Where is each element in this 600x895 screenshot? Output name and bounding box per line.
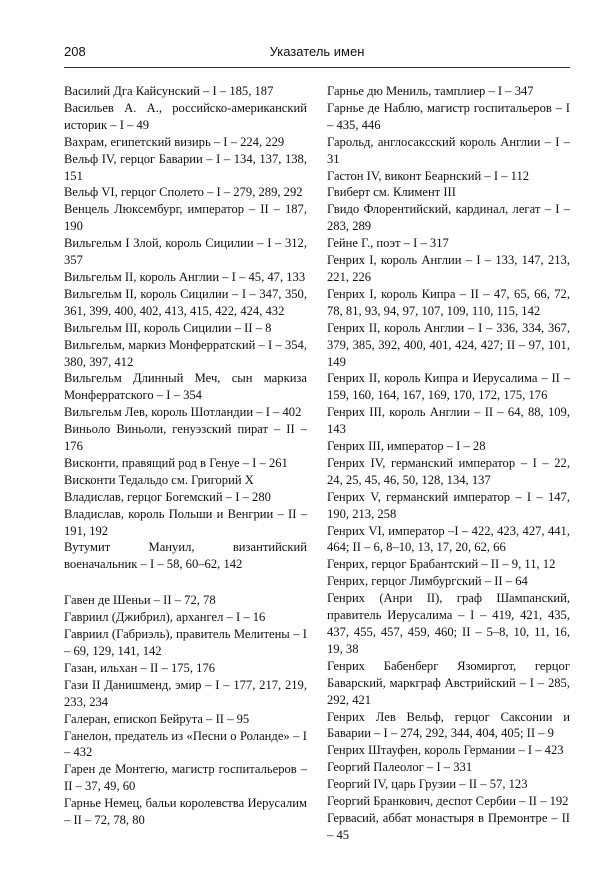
page-number: 208 <box>64 44 86 59</box>
index-entry: Вильгельм Длинный Меч, сын маркиза Монферратского – I – 354 <box>64 371 307 403</box>
index-entry: Генрих III, король Англии – II – 64, 88, 109, 143 <box>327 405 570 437</box>
index-entry: Генрих Бабенберг Язомиргот, герцог Баварский, маркграф Австрийский – I – 285, 292, 421 <box>327 658 570 707</box>
index-entry: Гарнье дю Мениль, тамплиер – I – 347 <box>327 84 534 98</box>
index-entry: Гази II Данишменд, эмир – I – 177, 217, 219, 233, 234 <box>64 677 307 709</box>
index-entry: Георгий IV, царь Грузии – II – 57, 123 <box>327 777 528 792</box>
index-entry: Георгий Бранкович, деспот Сербии – II – 192 <box>327 794 569 809</box>
index-entry: Генрих Штауфен, король Германии – I – 423 <box>327 743 564 758</box>
index-entry: Висконти, правящий род в Генуе – I – 261 <box>64 455 288 470</box>
index-entry: Вахрам, египетский визирь – I – 224, 229 <box>64 134 285 149</box>
index-entry: Генрих I, король Англии – I – 133, 147, 213, 221, 226 <box>327 253 570 284</box>
index-entry: Генрих Лев Вельф, герцог Саксонии и Баварии – I – 274, 292, 344, 404, 405; II – 9 <box>327 709 570 741</box>
running-title: Указатель имен <box>269 44 365 59</box>
index-entry: Гейне Г., поэт – I – 317 <box>327 236 449 251</box>
index-entry: Вельф VI, герцог Сполето – I – 279, 289, 292 <box>64 185 303 200</box>
index-entry: Вильгельм III, король Сицилии – II – 8 <box>64 320 272 335</box>
index-entry: Генрих II, король Англии – I – 336, 334, 367, 379, 385, 392, 400, 401, 424, 427; II – 97, 101, 149 <box>327 320 570 369</box>
index-entry: Вильгельм I Злой, король Сицилии – I – 312, 357 <box>64 236 307 268</box>
index-entry: Гарнье де Наблю, магистр госпитальеров – I – 435, 446 <box>327 100 570 132</box>
index-entry: Генрих VI, император –I – 422, 423, 427, 441, 464; II – 6, 8–10, 13, 17, 20, 62, 66 <box>327 523 570 555</box>
index-entry: Василий Дга Кайсунский – I – 185, 187 <box>64 84 274 98</box>
index-entry: Висконти Тедальдо см. Григорий X <box>64 472 254 487</box>
index-entry: Владислав, король Польши и Венгрии – II – 191, 192 <box>64 506 307 538</box>
header-rule <box>64 67 570 68</box>
index-entry: Генрих IV, германский император – I – 22, 24, 25, 45, 46, 50, 128, 134, 137 <box>327 455 570 487</box>
index-entry: Гарен де Монтегю, магистр госпитальеров – II – 37, 49, 60 <box>64 762 307 794</box>
index-entry: Гервасий, аббат монастыря в Премонтре – II – 45 <box>327 810 570 842</box>
index-entry: Гастон IV, виконт Беарнский – I – 112 <box>327 168 530 183</box>
index-entry: Венцель Люксембург, император – II – 187, 190 <box>64 202 307 234</box>
index-entry: Вутумит Мануил, византийский военачальник – I – 58, 60–62, 142 <box>64 540 307 572</box>
index-entry: Генрих V, германский император – I – 147, 190, 213, 258 <box>327 489 570 521</box>
index-entry: Гавен де Шеньи – II – 72, 78 <box>64 593 216 608</box>
index-entry: Гавриил (Джибрил), архангел – I – 16 <box>64 610 266 625</box>
index-entry: Гвиберт см. Климент III <box>327 185 456 200</box>
index-entry: Георгий Палеолог – I – 331 <box>327 760 473 775</box>
index-entry: Владислав, герцог Богемский – I – 280 <box>64 489 271 504</box>
index-entry: Гарольд, англосаксский король Англии – I – 31 <box>327 134 570 166</box>
index-entry: Генрих (Анри II), граф Шампанский, правитель Иерусалима – I – 419, 421, 435, 437, 455, 457, 459, 460; II – 5–8, 10, 11, 16, 19, 38 <box>327 591 570 656</box>
index-entry: Гарнье Немец, бальи королевства Иерусалим – II – 72, 78, 80 <box>64 796 307 828</box>
index-entry: Гавриил (Габриэль), правитель Мелитены – I – 69, 129, 141, 142 <box>64 627 307 658</box>
index-entry: Газан, ильхан – II – 175, 176 <box>64 660 216 675</box>
index-column-left <box>64 83 307 829</box>
index-column-right <box>327 83 570 844</box>
index-entry: Генрих, герцог Брабантский – II – 9, 11, 12 <box>327 557 556 572</box>
index-entry: Вильгельм, маркиз Монферратский – I – 354, 380, 397, 412 <box>64 337 307 369</box>
index-entry: Вильгельм II, король Сицилии – I – 347, 350, 361, 399, 400, 402, 413, 415, 422, 424, 432 <box>64 286 307 318</box>
index-entry: Генрих I, король Кипра – II – 47, 65, 66, 72, 78, 81, 93, 94, 97, 107, 109, 110, 115, 142 <box>327 286 570 318</box>
index-entry: Галеран, епископ Бейрута – II – 95 <box>64 711 250 726</box>
index-entry: Генрих, герцог Лимбургский – II – 64 <box>327 574 528 589</box>
index-entry: Виньоло Виньоли, генуэзский пират – II – 176 <box>64 422 307 454</box>
index-entry: Васильев А. А., российско-американский историк – I – 49 <box>64 100 307 132</box>
index-entry: Ганелон, предатель из «Песни о Роланде» – I – 432 <box>64 728 307 760</box>
index-entry: Гвидо Флорентийский, кардинал, легат – I – 283, 289 <box>327 202 570 234</box>
index-entry: Генрих III, император – I – 28 <box>327 439 486 454</box>
index-entry: Вельф IV, герцог Баварии – I – 134, 137, 138, 151 <box>64 151 307 183</box>
index-entry: Вильгельм II, король Англии – I – 45, 47, 133 <box>64 269 306 284</box>
index-entry: Вильгельм Лев, король Шотландии – I – 402 <box>64 405 302 420</box>
index-entry: Генрих II, король Кипра и Иерусалима – II – 159, 160, 164, 167, 169, 170, 172, 175, 176 <box>327 371 570 403</box>
page-header <box>64 44 570 66</box>
